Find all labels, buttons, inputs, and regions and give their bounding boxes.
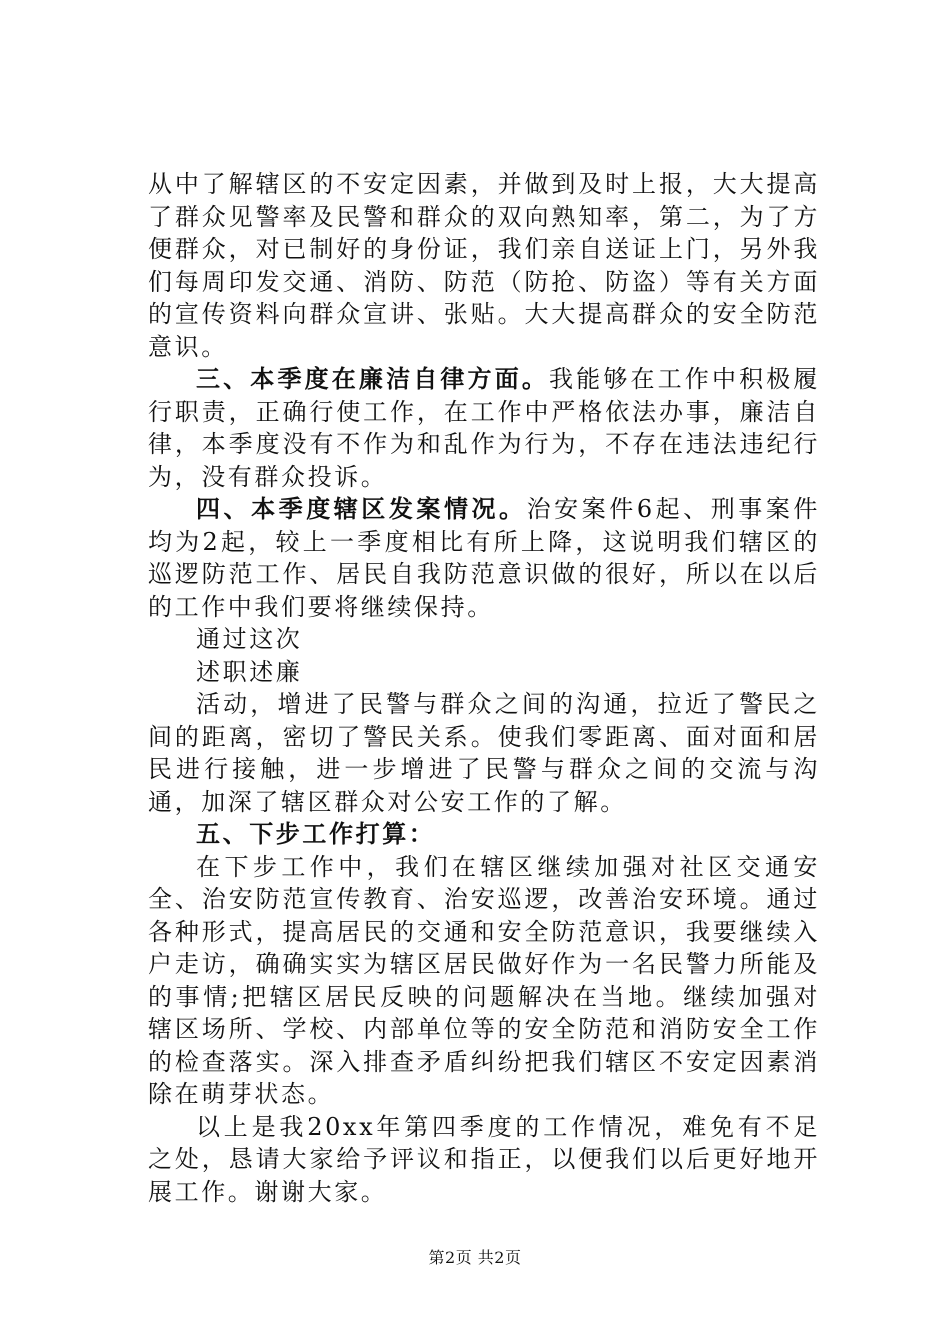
document-body (148, 168, 820, 1208)
paragraph-activity-result (148, 688, 820, 818)
paragraph-text: 以上是我20xx年第四季度的工作情况，难免有不足之处，恳请大家给予评议和指正，以便我们以后更好地开展工作。谢谢大家。 (148, 1112, 820, 1206)
paragraph-next-steps (148, 851, 820, 1111)
page-number-footer: 第2页 共2页 (428, 1248, 522, 1267)
paragraph-text: 述职述廉 (196, 657, 303, 686)
paragraph-next-steps-heading (148, 818, 820, 851)
paragraph-integrity (148, 363, 820, 493)
section-heading-integrity: 三、本季度在廉洁自律方面。 (196, 364, 550, 393)
paragraph-case-statistics (148, 493, 820, 623)
paragraph-closing (148, 1111, 820, 1209)
paragraph-text: 在下步工作中，我们在辖区继续加强对社区交通安全、治安防范宣传教育、治安巡逻，改善治安环境。通过各种形式，提高居民的交通和安全防范意识，我要继续入户走访，确确实实为辖区居民做好作为一名民警力所能及的事情;把辖区居民反映的问题解决在当地。继续加强对辖区场所、学校、内部单位等的安全防范和消防安全工作的检查落实。深入排查矛盾纠纷把我们辖区不安定因素消除在萌芽状态。 (148, 852, 820, 1108)
paragraph-line-through-this (148, 623, 820, 656)
section-heading-next-steps: 五、下步工作打算： (196, 819, 436, 848)
paragraph-text: 活动，增进了民警与群众之间的沟通，拉近了警民之间的距离，密切了警民关系。使我们零距离、面对面和居民进行接触，进一步增进了民警与群众之间的交流与沟通，加深了辖区群众对公安工作的了解。 (148, 690, 820, 816)
paragraph-community-outreach (148, 168, 820, 363)
paragraph-text: 从中了解辖区的不安定因素，并做到及时上报，大大提高了群众见警率及民警和群众的双向熟知率，第二，为了方便群众，对已制好的身份证，我们亲自送证上门，另外我们每周印发交通、消防、防范（防抢、防盗）等有关方面的宣传资料向群众宣讲、张贴。大大提高群众的安全防范意识。 (148, 170, 820, 361)
section-heading-cases: 四、本季度辖区发案情况。 (196, 494, 527, 523)
paragraph-text: 治安案件6起、刑事案件均为2起，较上一季度相比有所上降，这说明我们辖区的巡逻防范工作、居民自我防范意识做的很好，所以在以后的工作中我们要将继续保持。 (148, 495, 821, 621)
paragraph-text: 我能够在工作中积极履行职责，正确行使工作，在工作中严格依法办事，廉洁自律，本季度没有不作为和乱作为行为，不存在违法违纪行为，没有群众投诉。 (148, 365, 821, 491)
paragraph-text: 通过这次 (196, 625, 303, 653)
paragraph-line-report (148, 656, 820, 689)
